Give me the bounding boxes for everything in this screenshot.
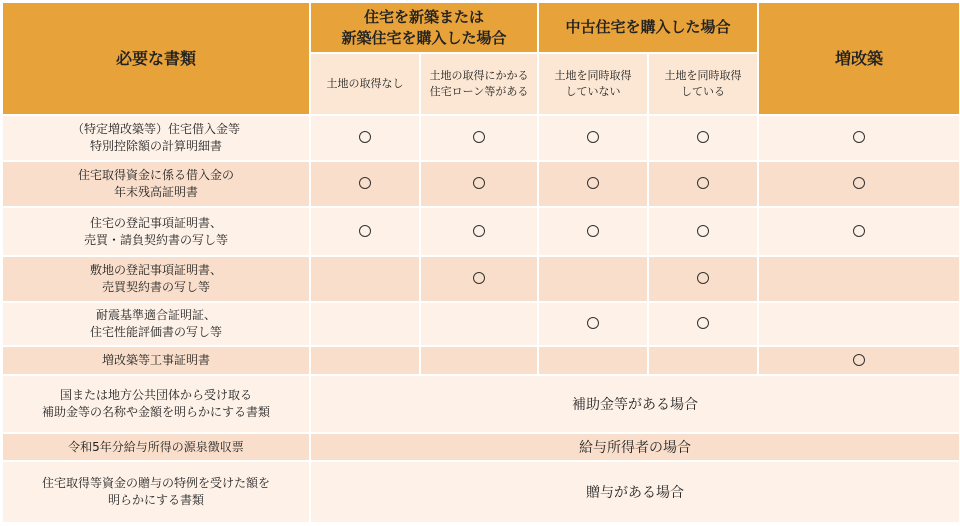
required-circle-icon xyxy=(697,317,709,329)
required-circle-icon xyxy=(359,177,371,189)
required-circle-icon xyxy=(587,317,599,329)
required-circle-icon xyxy=(359,225,371,237)
required-circle-icon xyxy=(587,131,599,143)
requirement-cell xyxy=(758,302,960,346)
document-name-cell: 住宅取得資金に係る借入金の 年末残高証明書 xyxy=(2,161,310,207)
requirement-cell xyxy=(310,256,420,302)
new-house-group-header: 住宅を新築または 新築住宅を購入した場合 xyxy=(310,2,538,53)
requirement-cell xyxy=(648,256,758,302)
condition-note: 補助金等がある場合 xyxy=(310,375,960,433)
subheader-simultaneous-land: 土地を同時取得 している xyxy=(648,53,758,115)
required-circle-icon xyxy=(697,272,709,284)
required-circle-icon xyxy=(587,225,599,237)
requirement-cell xyxy=(758,346,960,375)
condition-note: 贈与がある場合 xyxy=(310,461,960,523)
requirement-cell xyxy=(538,115,648,161)
document-name-cell: 住宅取得等資金の贈与の特例を受けた額を 明らかにする書類 xyxy=(2,461,310,523)
renovation-header: 増改築 xyxy=(758,2,960,115)
requirement-cell xyxy=(420,115,538,161)
requirement-cell xyxy=(538,346,648,375)
table-row xyxy=(2,433,960,461)
required-circle-icon xyxy=(473,225,485,237)
table-row xyxy=(2,375,960,433)
requirement-cell xyxy=(420,302,538,346)
requirement-cell xyxy=(310,207,420,256)
requirement-cell xyxy=(758,115,960,161)
document-name-cell: 増改築等工事証明書 xyxy=(2,346,310,375)
document-name-cell: 耐震基準適合証明証、 住宅性能評価書の写し等 xyxy=(2,302,310,346)
required-circle-icon xyxy=(853,131,865,143)
requirement-cell xyxy=(420,256,538,302)
requirement-cell xyxy=(310,346,420,375)
required-documents-table xyxy=(1,1,960,524)
requirement-cell xyxy=(538,207,648,256)
required-circle-icon xyxy=(853,177,865,189)
requirement-cell xyxy=(310,302,420,346)
required-circle-icon xyxy=(473,177,485,189)
required-circle-icon xyxy=(697,225,709,237)
requirement-cell xyxy=(648,302,758,346)
table-row xyxy=(2,346,960,375)
table-row xyxy=(2,115,960,161)
requirement-cell xyxy=(648,115,758,161)
requirement-cell xyxy=(538,256,648,302)
required-circle-icon xyxy=(587,177,599,189)
requirement-cell xyxy=(538,161,648,207)
requirement-cell xyxy=(420,346,538,375)
requirement-cell xyxy=(420,161,538,207)
documents-header: 必要な書類 xyxy=(2,2,310,115)
table-row xyxy=(2,207,960,256)
document-name-cell: 国または地方公共団体から受け取る 補助金等の名称や金額を明らかにする書類 xyxy=(2,375,310,433)
table-row xyxy=(2,256,960,302)
requirement-cell xyxy=(420,207,538,256)
condition-note: 給与所得者の場合 xyxy=(310,433,960,461)
requirement-cell xyxy=(758,161,960,207)
subheader-land-loan: 土地の取得にかかる 住宅ローン等がある xyxy=(420,53,538,115)
document-name-cell: 令和5年分給与所得の源泉徴収票 xyxy=(2,433,310,461)
table-row xyxy=(2,461,960,523)
document-name-cell: （特定増改築等）住宅借入金等 特別控除額の計算明細書 xyxy=(2,115,310,161)
required-circle-icon xyxy=(853,354,865,366)
required-circle-icon xyxy=(697,131,709,143)
required-circle-icon xyxy=(853,225,865,237)
requirement-cell xyxy=(648,207,758,256)
document-name-cell: 住宅の登記事項証明書、 売買・請負契約書の写し等 xyxy=(2,207,310,256)
used-house-group-header: 中古住宅を購入した場合 xyxy=(538,2,758,53)
required-circle-icon xyxy=(359,131,371,143)
requirement-cell xyxy=(758,256,960,302)
table-row xyxy=(2,161,960,207)
subheader-no-land: 土地の取得なし xyxy=(310,53,420,115)
requirement-cell xyxy=(310,161,420,207)
requirement-cell xyxy=(310,115,420,161)
required-circle-icon xyxy=(473,272,485,284)
requirement-cell xyxy=(648,161,758,207)
table-row xyxy=(2,302,960,346)
document-name-cell: 敷地の登記事項証明書、 売買契約書の写し等 xyxy=(2,256,310,302)
required-circle-icon xyxy=(473,131,485,143)
requirement-cell xyxy=(648,346,758,375)
requirement-cell xyxy=(758,207,960,256)
subheader-no-simultaneous-land: 土地を同時取得 していない xyxy=(538,53,648,115)
required-circle-icon xyxy=(697,177,709,189)
requirement-cell xyxy=(538,302,648,346)
